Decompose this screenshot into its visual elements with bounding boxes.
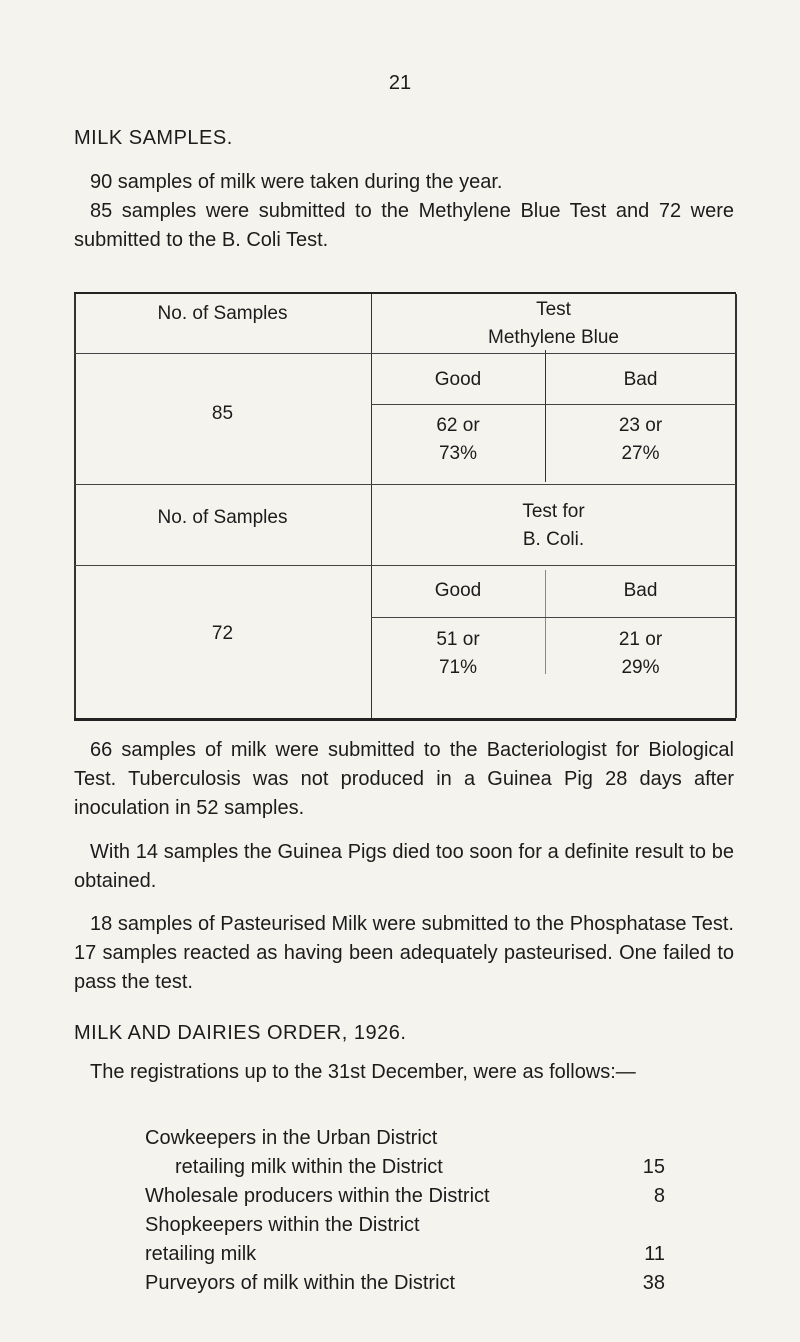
intro-line-1: 90 samples of milk were taken during the year. xyxy=(90,171,503,193)
good-label-2: Good xyxy=(434,580,482,601)
registration-count: 11 xyxy=(644,1243,665,1265)
bad-label-1: Bad xyxy=(623,369,658,390)
good-bad-rule-2 xyxy=(371,617,736,618)
right-header-rule-1 xyxy=(371,353,736,354)
good-label-1: Good xyxy=(434,369,482,390)
milk-test-table xyxy=(74,292,736,721)
registration-row: retailing milk 11 xyxy=(145,1240,665,1269)
registration-row: Purveyors of milk within the District 38 xyxy=(145,1269,665,1298)
good-bad-rule-1 xyxy=(371,404,736,405)
samples-count-1: 85 xyxy=(211,403,234,424)
page-number: 21 xyxy=(388,72,412,94)
registration-count: 8 xyxy=(653,1185,665,1207)
registration-count: 15 xyxy=(642,1156,665,1178)
left-header-rule-1 xyxy=(74,353,371,354)
section-heading-milk-samples: MILK SAMPLES. xyxy=(74,127,233,149)
intro-paragraph xyxy=(74,168,734,255)
good-value-2: 51 or 71% xyxy=(436,629,480,678)
good-value-1: 62 or 73% xyxy=(436,415,480,464)
header-rule-2 xyxy=(74,565,736,566)
bacteriologist-paragraph: 66 samples of milk were submitted to the Bacteriologist for Biological Test. Tuberculosis was not produced in a Guinea Pig 28 days after inoculation in 52 samples. xyxy=(74,739,734,819)
registration-row: Cowkeepers in the Urban District xyxy=(145,1127,438,1149)
registration-row: retailing milk within the District 15 xyxy=(145,1153,665,1182)
registration-row: Shopkeepers within the District xyxy=(145,1214,420,1236)
registration-row: Wholesale producers within the District 8 xyxy=(145,1182,665,1211)
bad-value-2: 21 or 29% xyxy=(618,629,663,678)
bad-label-2: Bad xyxy=(623,580,658,601)
guinea-pigs-paragraph: With 14 samples the Guinea Pigs died too soon for a definite result to be obtained. xyxy=(74,841,734,892)
header-no-of-samples-2: No. of Samples xyxy=(157,507,288,528)
bad-value-1: 23 or 27% xyxy=(618,415,663,464)
pasteurised-paragraph: 18 samples of Pasteurised Milk were submitted to the Phosphatase Test. 17 samples reacted as having been adequately pasteurised. One failed to pass the test. xyxy=(74,913,734,993)
registration-count: 38 xyxy=(642,1272,665,1294)
header-no-of-samples-1: No. of Samples xyxy=(157,303,288,324)
header-test-b-coli: Test for B. Coli. xyxy=(522,501,585,550)
registrations-list xyxy=(145,1124,665,1298)
section-divider-rule xyxy=(74,484,736,485)
header-test-methylene-blue: Test Methylene Blue xyxy=(488,299,619,348)
section-heading-milk-dairies-order: MILK AND DAIRIES ORDER, 1926. xyxy=(74,1022,407,1044)
registrations-intro: The registrations up to the 31st December, were as follows:— xyxy=(90,1061,636,1083)
intro-line-2: 85 samples were submitted to the Methylene Blue Test and 72 were submitted to the B. Coli Test. xyxy=(74,200,734,251)
samples-count-2: 72 xyxy=(211,623,234,644)
